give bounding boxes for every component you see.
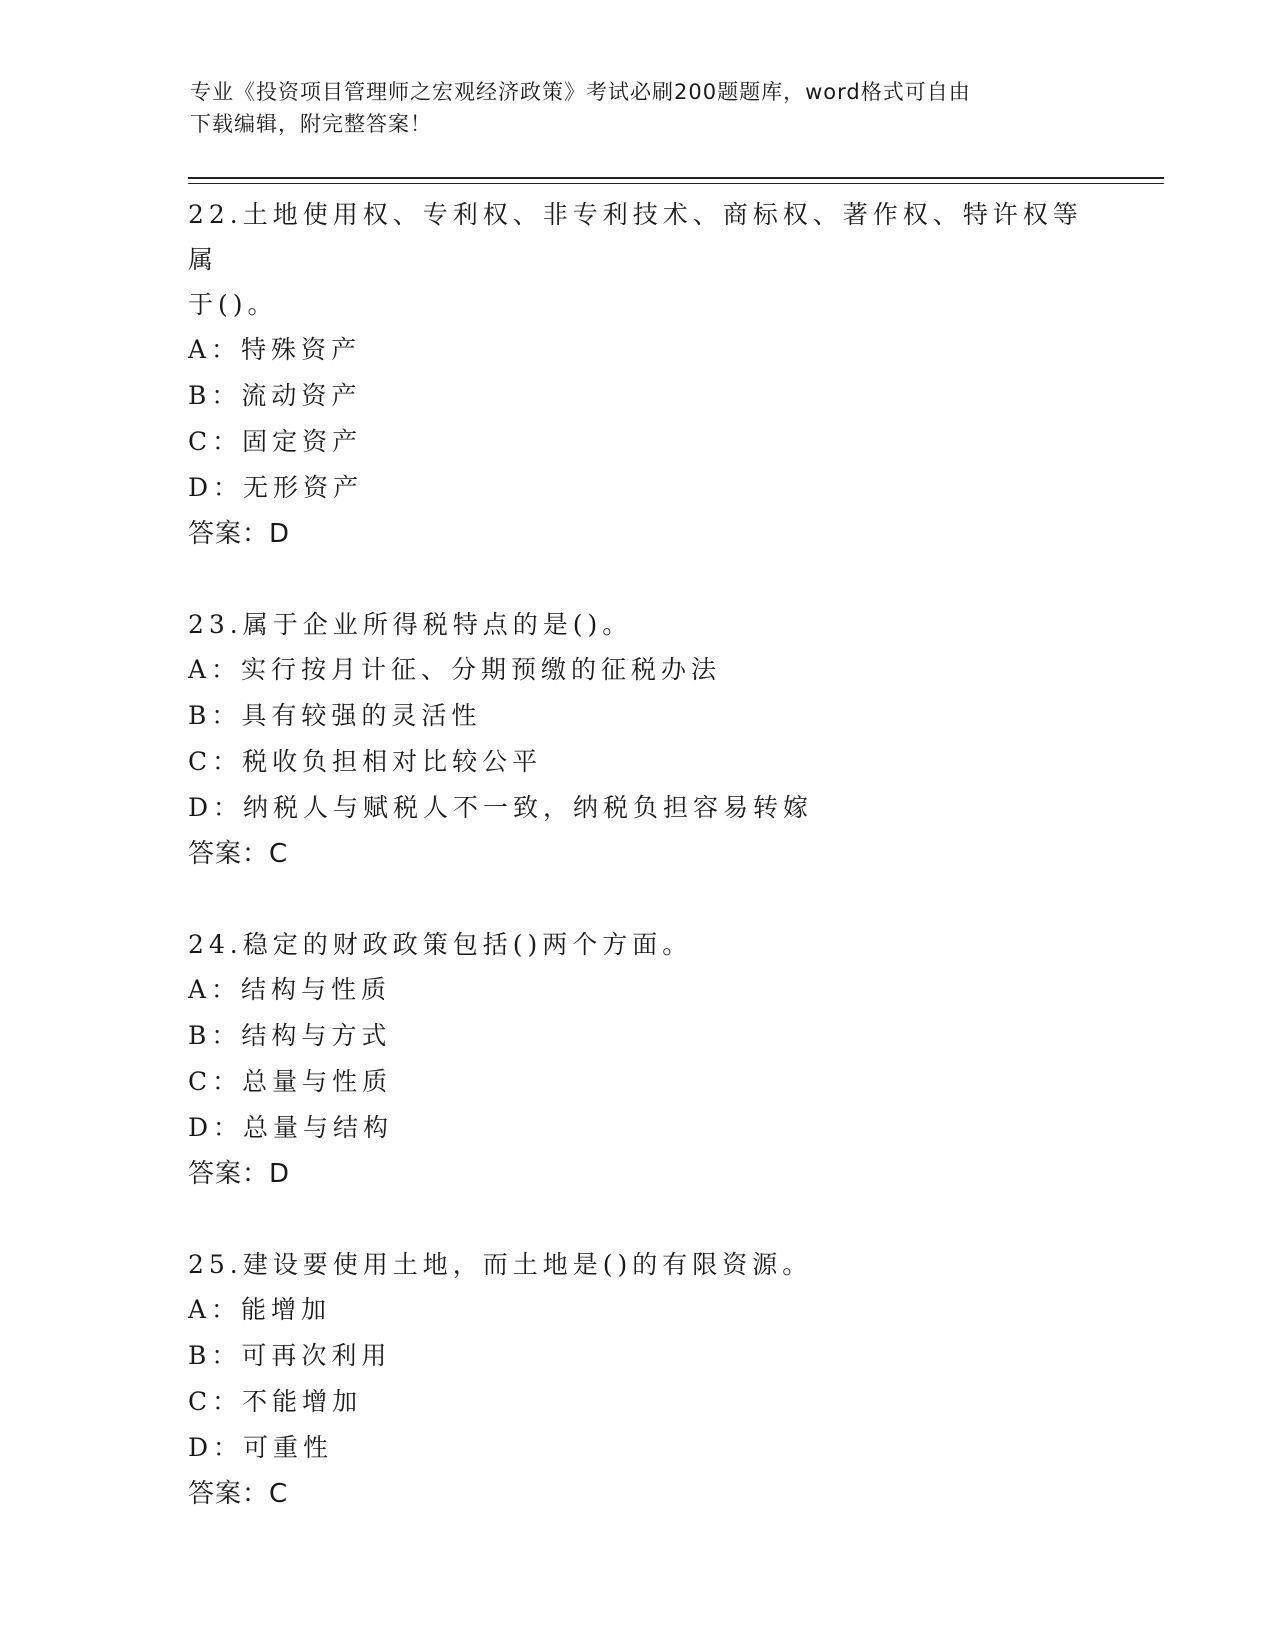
option-c: C：不能增加 [188,1387,363,1416]
answer-line: 答案：D [188,519,291,549]
option-a: A：特殊资产 [188,335,362,364]
answer-line: 答案：C [188,1479,289,1509]
option-d: D：无形资产 [188,473,364,502]
option-b: B：流动资产 [188,381,362,410]
header-line-2: 下载编辑，附完整答案！ [190,112,432,136]
option-b: B：具有较强的灵活性 [188,701,482,730]
question-stem: 23.属于企业所得税特点的是()。 [188,610,633,639]
question-stem: 24.稳定的财政政策包括()两个方面。 [188,930,693,959]
header-divider-thick [188,177,1164,179]
option-c: C：固定资产 [188,427,363,456]
header-divider-thin [188,183,1164,184]
question-22 [188,192,1088,557]
question-23 [188,602,1088,877]
option-d: D：可重性 [188,1433,334,1462]
option-b: B：结构与方式 [188,1021,392,1050]
answer-line: 答案：C [188,839,289,869]
option-a: A：实行按月计征、分期预缴的征税办法 [188,655,722,684]
option-c: C：总量与性质 [188,1067,393,1096]
question-stem: 22.土地使用权、专利权、非专利技术、商标权、著作权、特许权等属 [188,200,1083,274]
option-d: D：总量与结构 [188,1113,394,1142]
question-stem-continuation: 于()。 [188,290,278,319]
question-list [188,192,1088,1562]
option-a: A：结构与性质 [188,975,392,1004]
option-d: D：纳税人与赋税人不一致，纳税负担容易转嫁 [188,793,814,822]
answer-line: 答案：D [188,1159,291,1189]
question-25 [188,1242,1088,1517]
option-b: B：可再次利用 [188,1341,392,1370]
header-line-1: 专业《投资项目管理师之宏观经济政策》考试必刷200题题库，word格式可自由 [190,80,971,104]
question-stem: 25.建设要使用土地，而土地是()的有限资源。 [188,1250,813,1279]
document-header [190,76,1090,140]
option-a: A：能增加 [188,1295,332,1324]
option-c: C：税收负担相对比较公平 [188,747,543,776]
question-24 [188,922,1088,1197]
